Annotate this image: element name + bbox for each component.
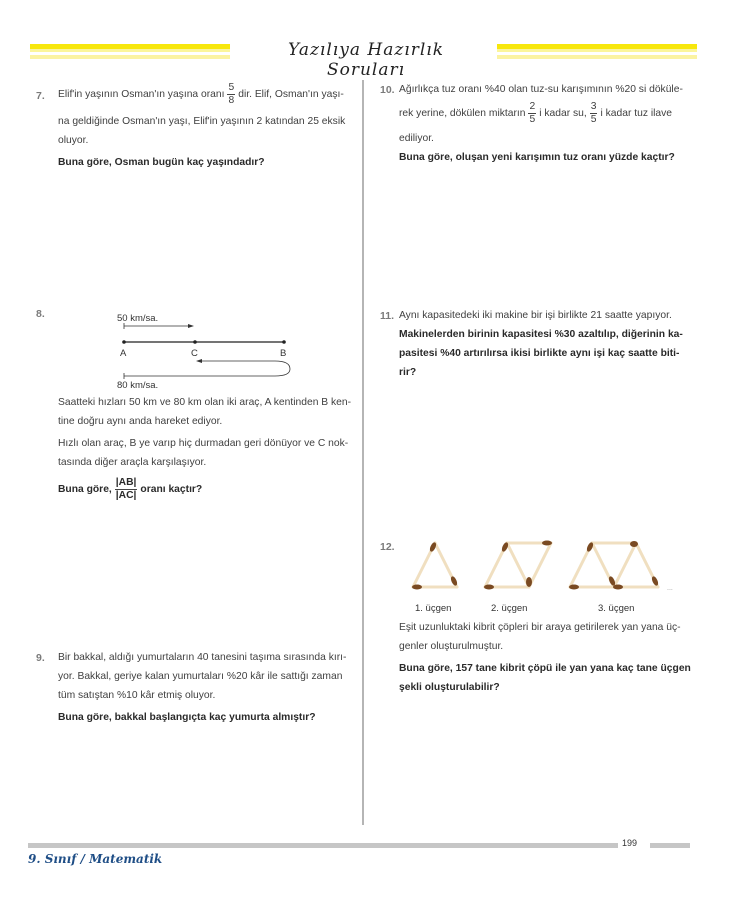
- svg-text:C: C: [191, 348, 198, 359]
- q8-question: Buna göre, $\frac{|AB|}{|AC|}$ oranı kaçtır?: [58, 476, 203, 501]
- match-heads: [412, 541, 659, 590]
- question-number: 9.: [36, 652, 45, 664]
- question-number: 7.: [36, 90, 45, 102]
- point-b: [282, 340, 286, 344]
- question-12: Eşit uzunluktaki kibrit çöpleri bir araya getirilerek yan yana üç- genler oluşturulmuştur. Buna göre, 157 tane kibrit çöpü ile yan yana kaç tane üçgen şekli oluşturulabilir?: [399, 622, 691, 693]
- column-divider: [362, 80, 364, 825]
- q7-text: Elif'in yaşının Osman'ın yaşına oranı: [58, 89, 225, 100]
- q7-question: Buna göre, Osman bugün kaç yaşındadır?: [58, 157, 265, 168]
- triangle-label-2: 2. üçgen: [491, 603, 528, 614]
- header-band-right: [497, 44, 697, 60]
- q8-distance-diagram: [110, 308, 310, 390]
- svg-text:B: B: [280, 348, 287, 359]
- q8-fraction: $\frac{|AB|}{|AC|}$: [115, 476, 137, 501]
- svg-text:A: A: [120, 348, 127, 359]
- continuation-ellipsis: ...: [667, 585, 673, 592]
- question-8: Saatteki hızları 50 km ve 80 km olan iki araç, A kentinden B ken- tine doğru aynı anda hareket ediyor. Hızlı olan araç, B ye varıp hiç durmadan geri dönüyor ve C nok- tasında diğer araçla karşılaşıyor. Buna göre, $\frac{|AB|}{|AC|}$ oranı kaçtır?: [58, 393, 353, 506]
- subject-label: 9. Sınıf / Matematik: [28, 852, 163, 866]
- q10-fraction-1: $\frac{2}{5}$: [529, 100, 536, 125]
- question-number: 8.: [36, 308, 45, 320]
- question-11: Aynı kapasitedeki iki makine bir işi birlikte 21 saatte yapıyor. Makinelerden birinin kapasitesi %30 azaltılıp, diğerinin ka- pasitesi %40 artırılırsa ikisi birlikte aynı işi kaç saatte biti- rir?: [399, 310, 683, 378]
- footer-bar-right: [650, 843, 690, 848]
- q10-question: Buna göre, oluşan yeni karışımın tuz oranı yüzde kaçtır?: [399, 152, 675, 163]
- arrow-80-return: [124, 361, 290, 376]
- question-9: Bir bakkal, aldığı yumurtaların 40 tanesini taşıma sırasında kırı- yor. Bakkal, geriye kalan yumurtaları %20 kâr ile sattığı zaman tüm satıştan %10 kâr etmiş oluyor. Buna göre, bakkal başlangıçta kaç yumurta almıştır?: [58, 648, 353, 727]
- footer-bar-left: [28, 843, 618, 848]
- triangle-label-1: 1. üçgen: [415, 603, 452, 614]
- header-band-left: [30, 44, 230, 60]
- question-number: 12.: [380, 541, 395, 553]
- triangle-2: [485, 543, 551, 587]
- point-a: [122, 340, 126, 344]
- speed-label-bottom: 80 km/sa.: [117, 380, 159, 390]
- triangle-1: [413, 543, 457, 587]
- triangle-label-3: 3. üçgen: [598, 603, 635, 614]
- point-c: [193, 340, 197, 344]
- q10-fraction-2: $\frac{3}{5}$: [590, 100, 597, 125]
- q7-fraction: $\frac{5}{8}$: [228, 81, 235, 106]
- question-7: Elif'in yaşının Osman'ın yaşına oranı $\frac{5}{8}$ dir. Elif, Osman'ın yaşı- na geldiğinde Osman'ın yaşı, Elif'in yaşının 2 katından 25 eksik oluyor. Buna göre, Osman bugün kaç yaşındadır?: [58, 80, 353, 172]
- question-number: 11.: [380, 310, 395, 322]
- question-number: 10.: [380, 84, 395, 96]
- q12-matchstick-triangles: [405, 537, 695, 617]
- q9-question: Buna göre, bakkal başlangıçta kaç yumurta almıştır?: [58, 712, 316, 723]
- page-title: Yazılıya Hazırlık Soruları: [287, 40, 445, 80]
- question-10: Ağırlıkça tuz oranı %40 olan tuz-su karışımının %20 si döküle- rek yerine, dökülen miktarın $\frac{2}{5}$ i kadar su, $\frac{3}{5}$ i kadar tuz ilave ediliyor. Buna göre, oluşan yeni karışımın tuz oranı yüzde kaçtır?: [399, 80, 699, 167]
- page-number: 199: [622, 838, 638, 848]
- speed-label-top: 50 km/sa.: [117, 313, 159, 324]
